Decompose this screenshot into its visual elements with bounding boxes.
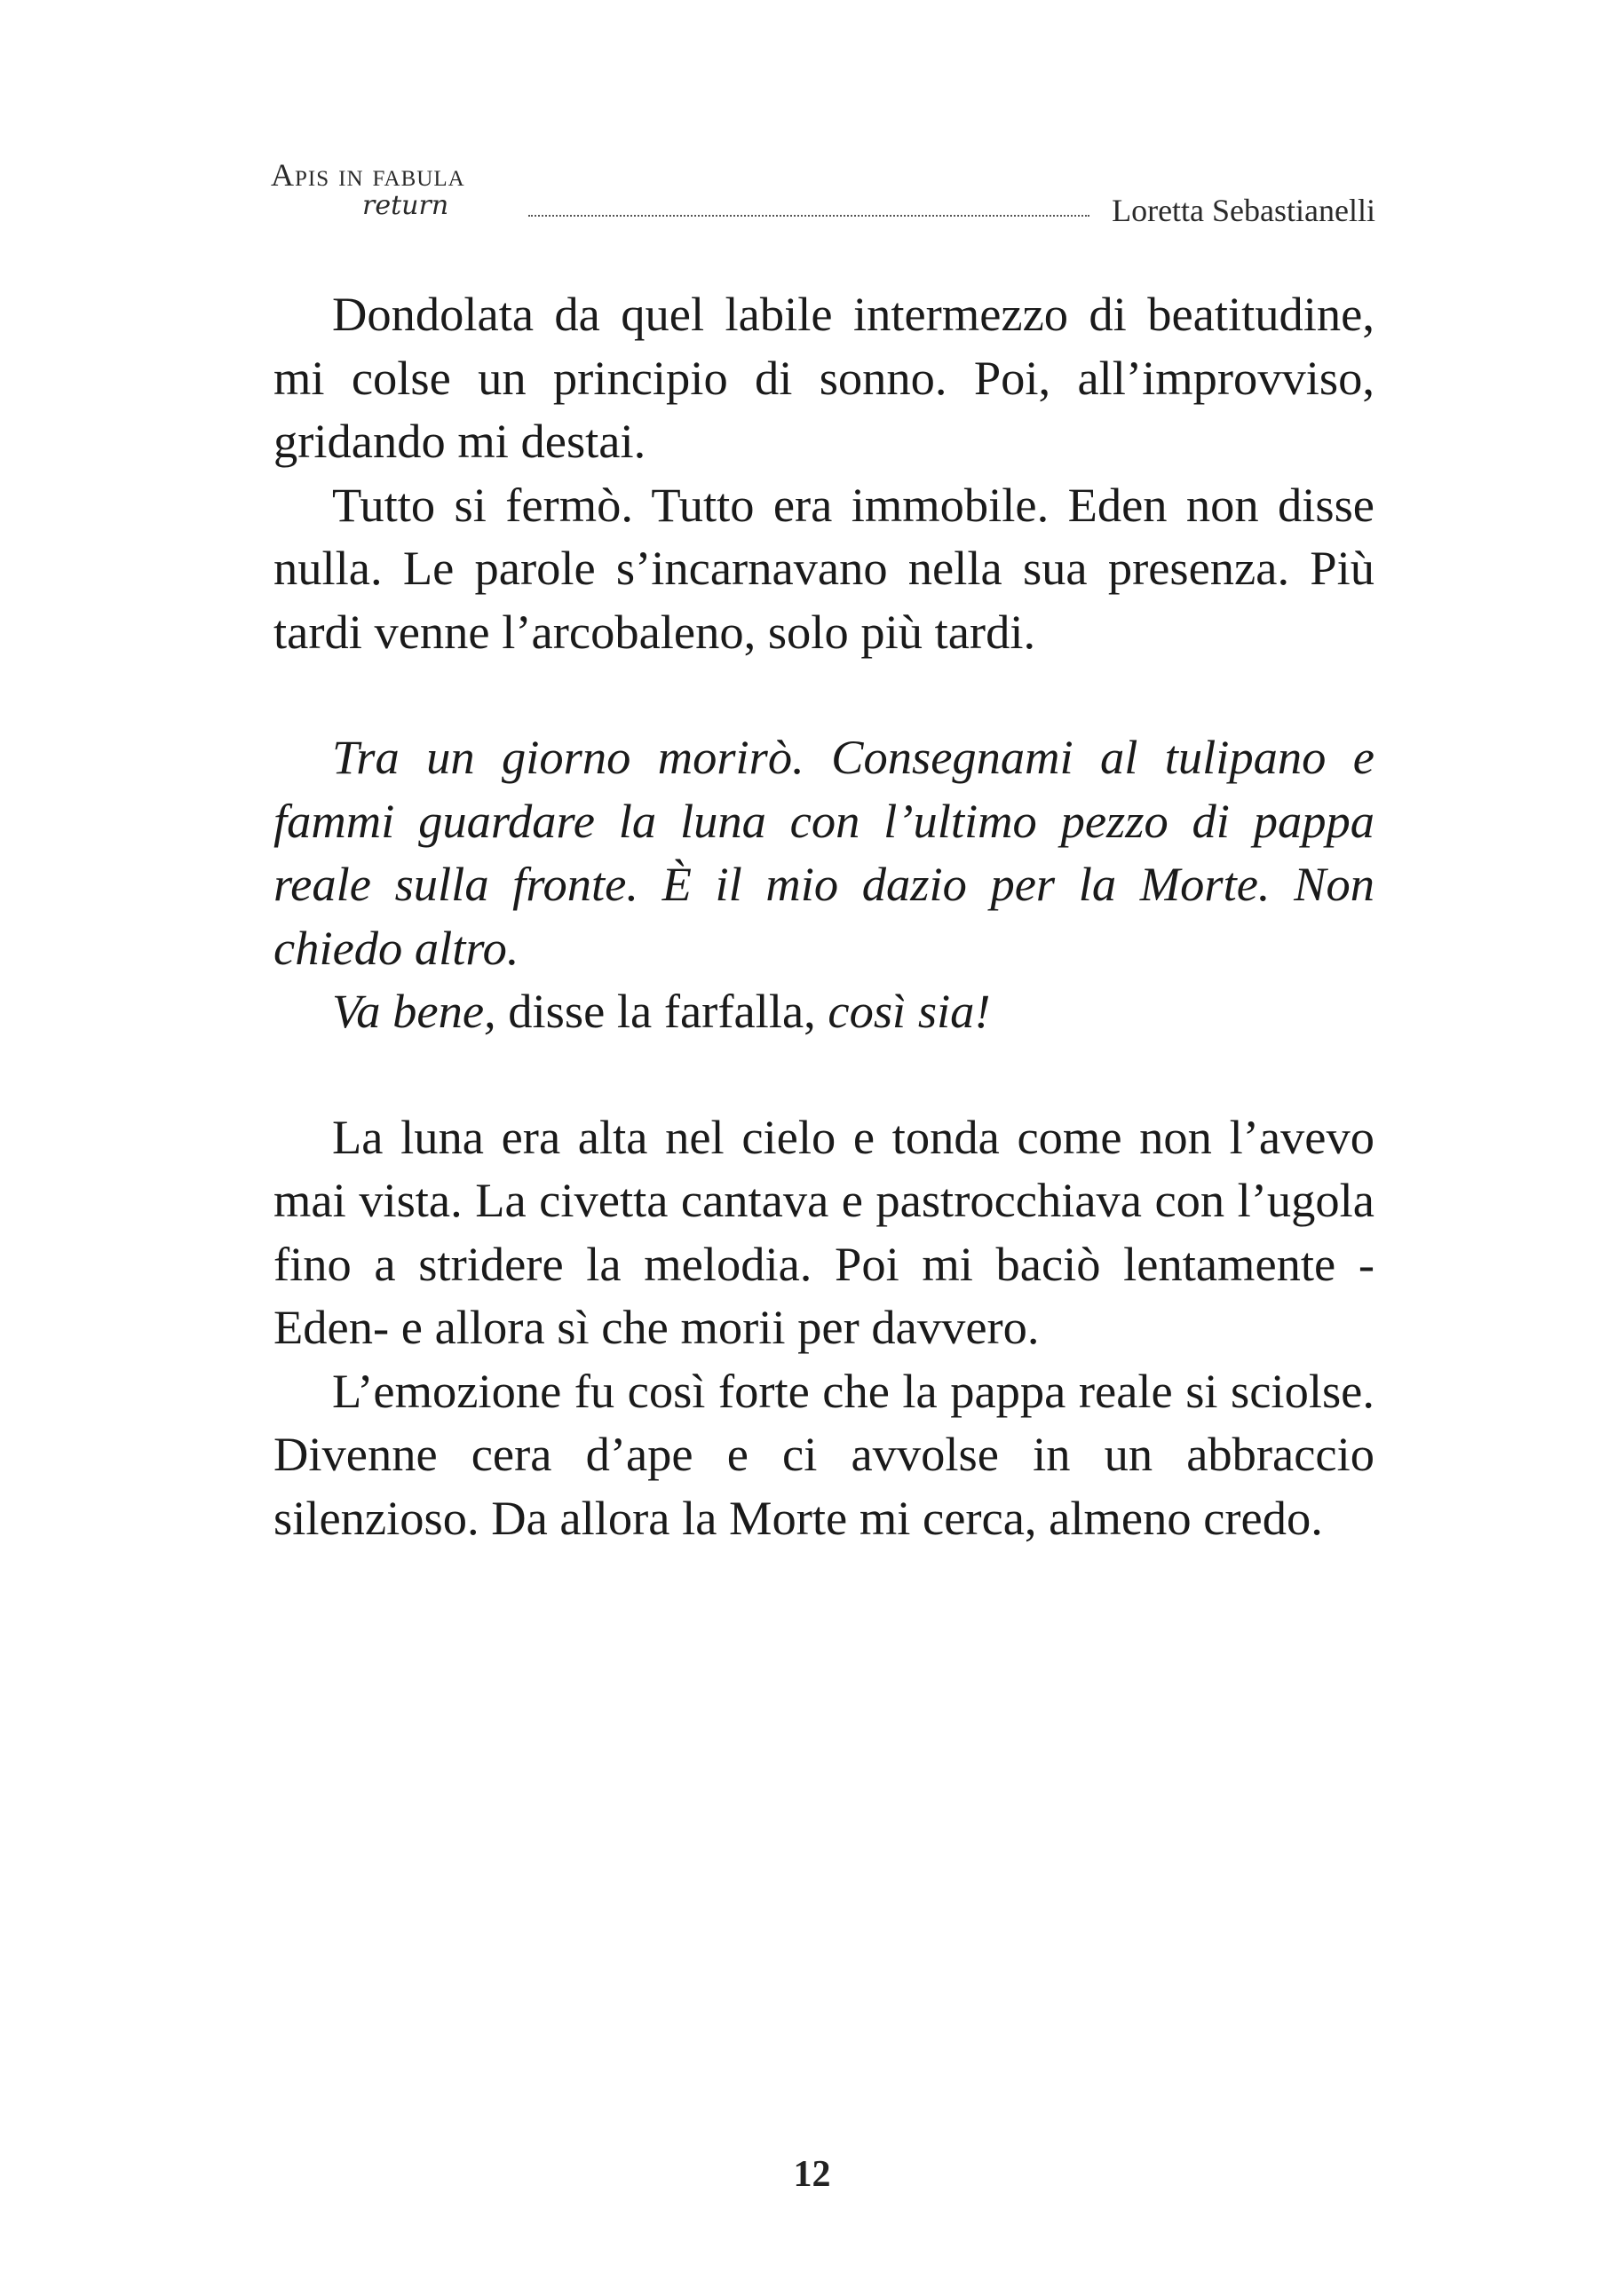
paragraph: Dondolata da quel labile intermezzo di beatitudine, mi colse un principio di sonno. Poi, all’improvviso, gridando mi destai. xyxy=(273,287,1374,468)
section-break xyxy=(273,663,1374,725)
header-dotted-leader xyxy=(528,215,1089,217)
logo-title: Apis in fabula xyxy=(271,157,465,193)
page-body xyxy=(273,282,1374,1549)
dialogue-narration: disse la farfalla, xyxy=(495,984,828,1038)
dialogue-italic: Va bene, xyxy=(332,984,496,1038)
italic-paragraph: Tra un giorno morirò. Consegnami al tulipano e fammi guardare la luna con l’ultimo pezzo di pappa reale sulla fronte. È il mio dazio per la Morte. Non chiedo altro. xyxy=(273,730,1374,975)
paragraph: Tutto si fermò. Tutto era immobile. Eden non disse nulla. Le parole s’incarnavano nella sua presenza. Più tardi venne l’arcobaleno, solo più tardi. xyxy=(273,477,1374,659)
page-header xyxy=(271,151,1375,231)
paragraph: L’emozione fu così forte che la pappa reale si sciolse. Divenne cera d’ape e ci avvolse in un abbraccio silenzioso. Da allora la Morte mi cerca, almeno credo. xyxy=(273,1363,1374,1545)
section-break xyxy=(273,1043,1374,1105)
dialogue-italic: così sia! xyxy=(828,984,991,1038)
author-name: Loretta Sebastianelli xyxy=(1112,193,1375,228)
paragraph: La luna era alta nel cielo e tonda come non l’avevo mai vista. La civetta cantava e pastrocchiava con l’ugola fino a stridere la melodia. Poi mi baciò lentamente -Eden- e allora sì che morii per davvero. xyxy=(273,1109,1374,1354)
dialogue-paragraph xyxy=(273,979,1374,1043)
logo-subtitle: return xyxy=(362,190,449,221)
apis-in-fabula-logo xyxy=(271,151,528,231)
page-number: 12 xyxy=(793,2154,831,2195)
